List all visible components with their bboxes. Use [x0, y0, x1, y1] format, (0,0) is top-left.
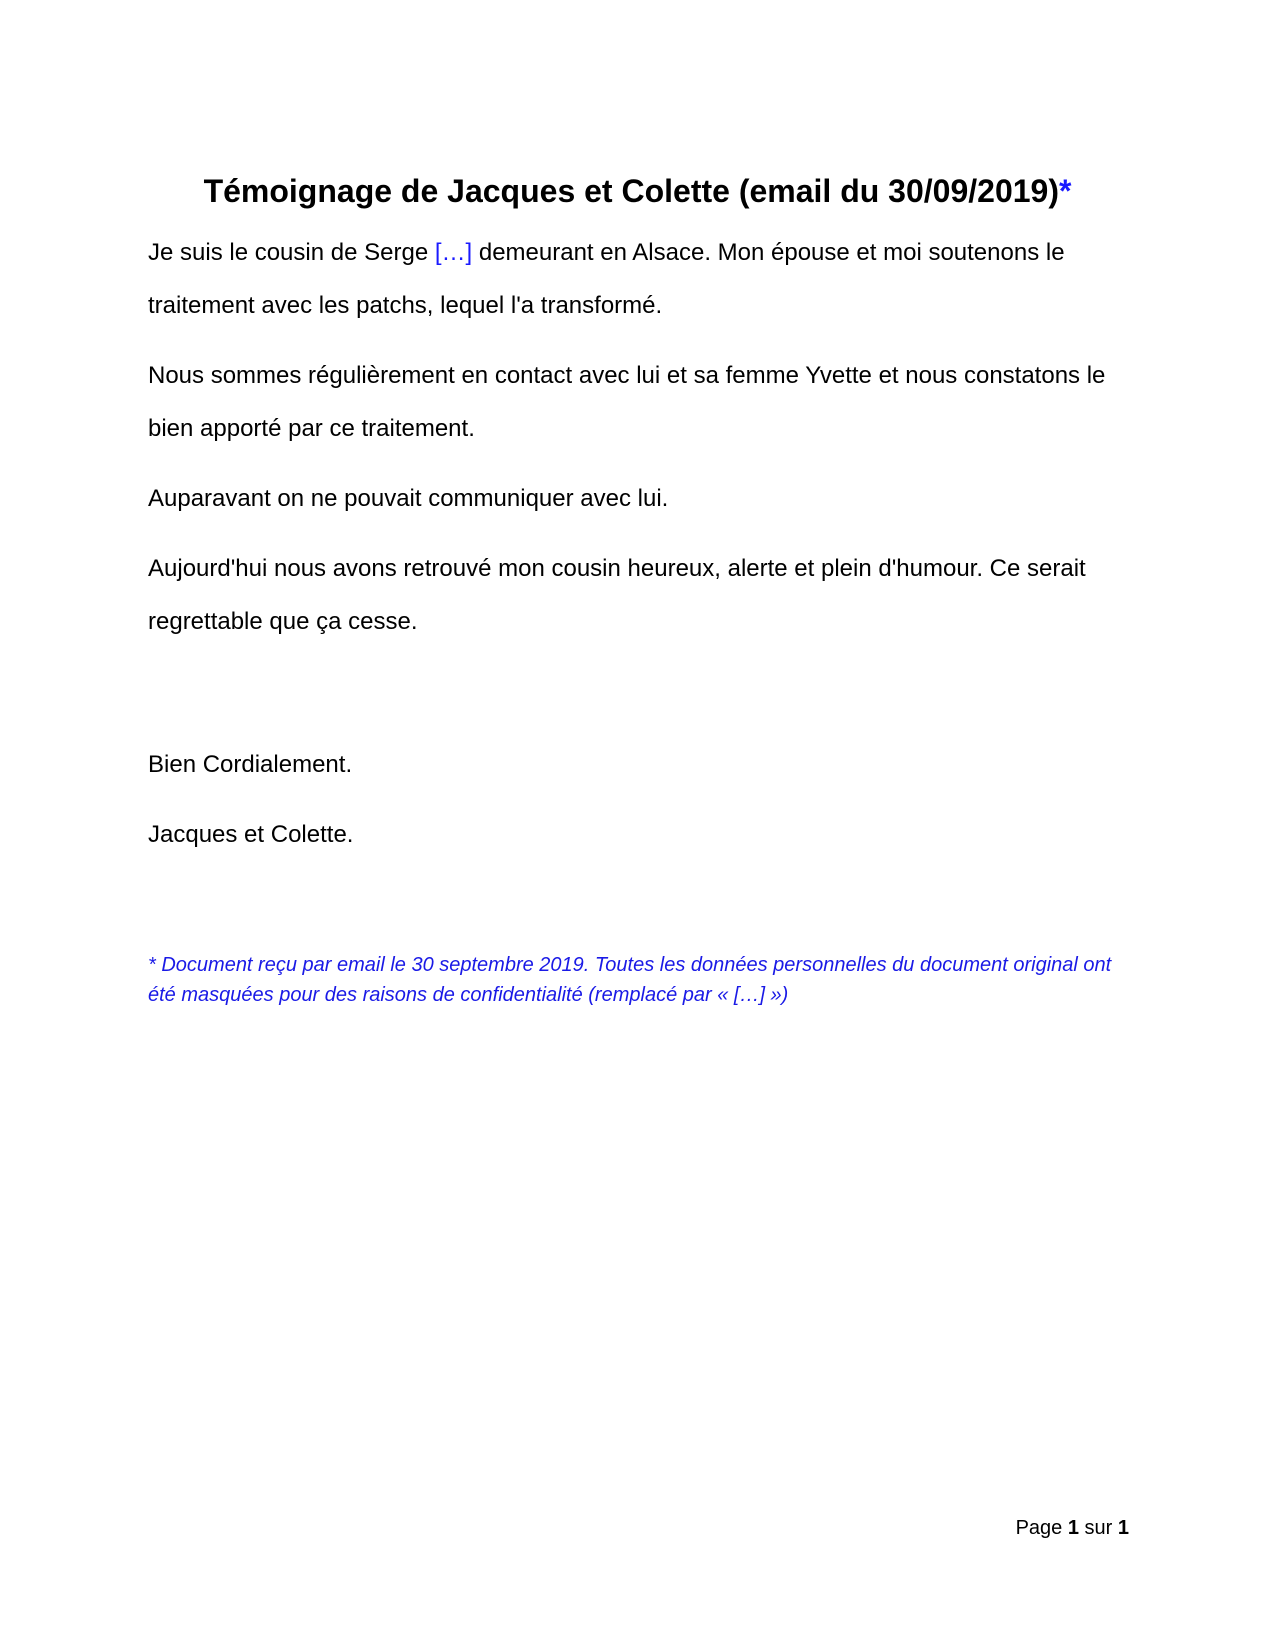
- redacted-marker: […]: [434, 239, 473, 266]
- title-footnote-marker: *: [1058, 173, 1072, 210]
- signature-text: Jacques et Colette.: [148, 821, 354, 848]
- paragraph-before: [148, 472, 1138, 525]
- paragraph-intro-start: Je suis le cousin de Serge: [148, 239, 435, 266]
- closing-salutation: [148, 738, 1138, 791]
- paragraph-intro-end: demeurant en Alsace. Mon épouse et moi soutenons le traitement avec les patchs, lequel l'a transformé.: [148, 239, 1065, 319]
- paragraph-intro: [148, 226, 1138, 332]
- closing-salutation-text: Bien Cordialement.: [148, 751, 353, 778]
- paragraph-contact: [148, 349, 1138, 455]
- page-of-word: sur: [1078, 1517, 1118, 1539]
- footnote: * Document reçu par email le 30 septembre 2019. Toutes les données personnelles du document original ont été masquées pour des raisons de confidentialité (remplacé par « […] »): [148, 954, 1112, 1006]
- page-word: Page: [1015, 1517, 1068, 1539]
- signature: [148, 808, 1138, 861]
- page-title: [0, 169, 1275, 213]
- title-text: Témoignage de Jacques et Colette (email du 30/09/2019): [203, 173, 1059, 210]
- paragraph-today: [148, 542, 1138, 648]
- paragraph-today-text: Aujourd'hui nous avons retrouvé mon cousin heureux, alerte et plein d'humour. Ce serait regrettable que ça cesse.: [148, 555, 1086, 635]
- paragraph-before-text: Auparavant on ne pouvait communiquer avec lui.: [148, 485, 669, 512]
- page-number: [1016, 1514, 1129, 1542]
- page-total: 1: [1117, 1517, 1129, 1539]
- paragraph-contact-text: Nous sommes régulièrement en contact avec lui et sa femme Yvette et nous constatons le bien apporté par ce traitement.: [148, 362, 1106, 442]
- page-current: 1: [1067, 1517, 1079, 1539]
